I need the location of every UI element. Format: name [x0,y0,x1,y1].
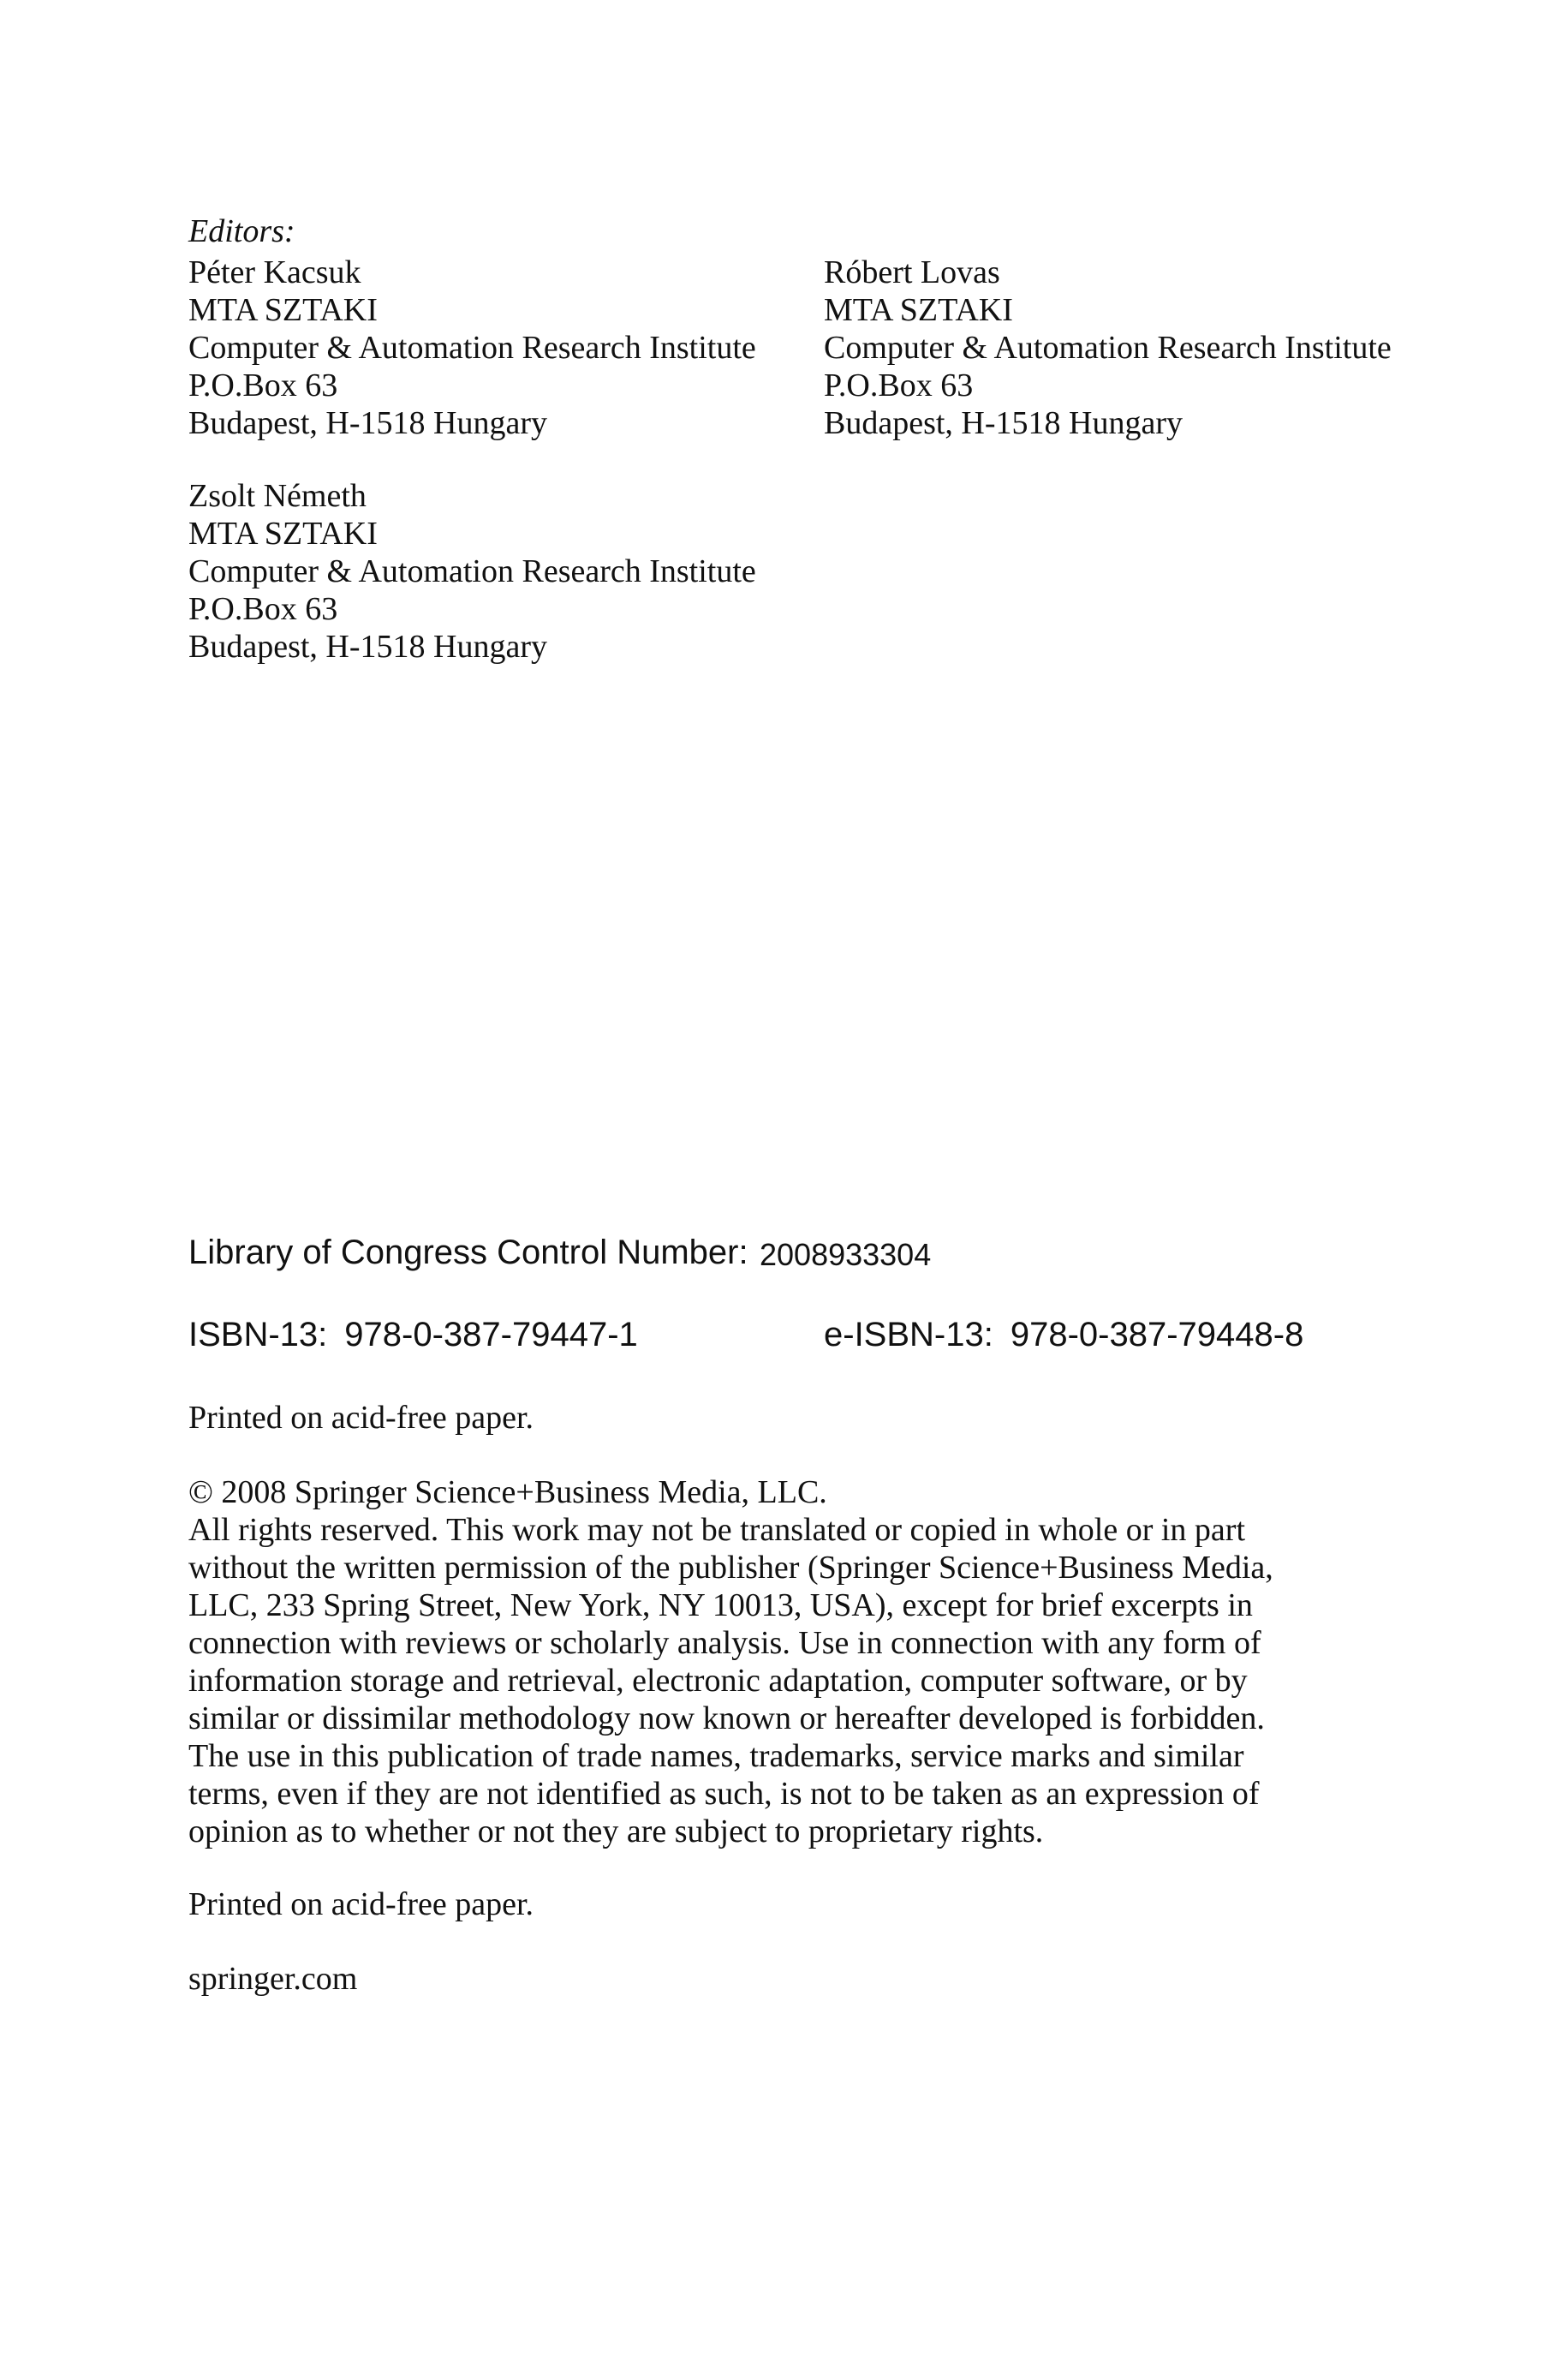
editor-institute: Computer & Automation Research Institute [188,330,756,366]
paper-note: Printed on acid-free paper. [188,1886,534,1922]
editors-label: Editors: [188,213,295,249]
editor-name: Róbert Lovas [824,254,1000,290]
copyright-line: similar or dissimilar methodology now known or hereafter developed is forbidden. [188,1700,1265,1736]
copyright-line: opinion as to whether or not they are subject to proprietary rights. [188,1813,1044,1849]
copyright-line: without the written permission of the publisher (Springer Science+Business Media, [188,1550,1273,1586]
copyright-notice [188,1473,1302,1850]
lccn-label: Library of Congress Control Number: [188,1234,748,1271]
editor-name: Zsolt Németh [188,478,367,514]
eisbn-row [824,1314,1303,1355]
paper-note: Printed on acid-free paper. [188,1400,534,1436]
copyright-line: The use in this publication of trade names, trademarks, service marks and similar [188,1738,1244,1774]
editor-org: MTA SZTAKI [824,292,1013,328]
editor-institute: Computer & Automation Research Institute [188,553,756,589]
editor-pobox: P.O.Box 63 [188,367,338,403]
editor-address [824,254,1392,442]
editor-org: MTA SZTAKI [188,516,378,552]
eisbn-value: 978-0-387-79448-8 [1010,1316,1304,1353]
editor-city: Budapest, H-1518 Hungary [188,405,547,441]
isbn-label: ISBN-13: [188,1316,328,1353]
editor-name: Péter Kacsuk [188,254,361,290]
copyright-line: © 2008 Springer Science+Business Media, LLC. [188,1474,827,1510]
publisher-website: springer.com [188,1961,358,1997]
editor-org: MTA SZTAKI [188,292,378,328]
copyright-line: connection with reviews or scholarly analysis. Use in connection with any form of [188,1625,1261,1661]
editor-address [188,254,756,442]
editor-city: Budapest, H-1518 Hungary [824,405,1183,441]
isbn-row [188,1314,638,1355]
editor-institute: Computer & Automation Research Institute [824,330,1392,366]
editor-pobox: P.O.Box 63 [824,367,974,403]
lccn-number: 2008933304 [760,1237,932,1272]
copyright-line: All rights reserved. This work may not be translated or copied in whole or in part [188,1512,1245,1548]
copyright-line: information storage and retrieval, electronic adaptation, computer software, or by [188,1663,1248,1699]
isbn-value: 978-0-387-79447-1 [344,1316,638,1353]
editor-address [188,477,756,666]
copyright-line: terms, even if they are not identified as such, is not to be taken as an expression of [188,1776,1260,1812]
editor-city: Budapest, H-1518 Hungary [188,629,547,665]
eisbn-label: e-ISBN-13: [824,1316,993,1353]
copyright-line: LLC, 233 Spring Street, New York, NY 10013, USA), except for brief excerpts in [188,1587,1253,1623]
editor-pobox: P.O.Box 63 [188,591,338,627]
